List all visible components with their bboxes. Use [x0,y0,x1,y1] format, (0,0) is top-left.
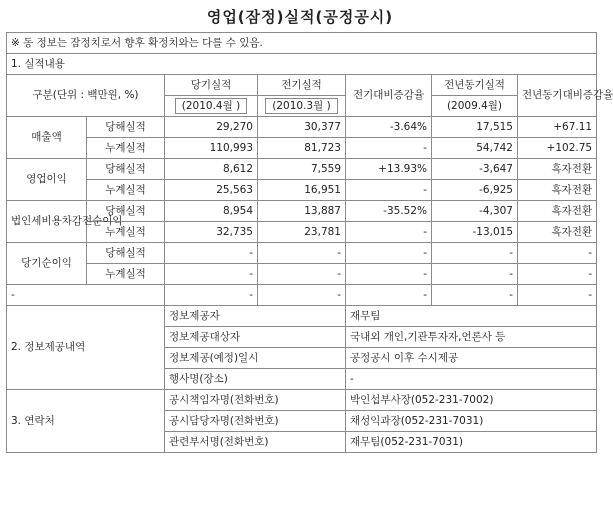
section2-label: 2. 정보제공내역 [7,306,165,390]
cell-current: - [165,285,258,306]
header-yoy-period: (2009.4월) [432,96,518,117]
header-current: 당기실적 [165,75,258,96]
cell-yoy-prior: -13,015 [432,222,518,243]
cell-yoy: 흑자전환 [518,159,597,180]
table-row [7,201,597,222]
cell-yoy-prior: -6,925 [432,180,518,201]
table-row [7,306,597,327]
cell-yoy-prior: - [432,264,518,285]
header-yoy: 전년동기대비증감율 [518,75,597,117]
cell-qoq: - [346,222,432,243]
row-group-label: 당기순이익 [7,243,87,285]
cell-qoq: - [346,243,432,264]
info-field-label: 공시책임자명(전화번호) [165,390,346,411]
header-qoq: 전기대비증감율 [346,75,432,117]
cell-yoy-prior: -4,307 [432,201,518,222]
section3-label: 3. 연락처 [7,390,165,453]
info-field-label: 정보제공자 [165,306,346,327]
cell-current: 32,735 [165,222,258,243]
cell-prior: - [258,243,346,264]
cell-prior: - [258,264,346,285]
info-field-label: 관련부서명(전화번호) [165,432,346,453]
cell-yoy-prior: 54,742 [432,138,518,159]
table-row [7,390,597,411]
row-sub-label: 누계실적 [87,138,165,159]
info-field-value: 재무팀 [346,306,597,327]
row-sub-label: 당해실적 [87,243,165,264]
row-group-label: - [7,285,165,306]
cell-yoy-prior: -3,647 [432,159,518,180]
performance-table [6,32,613,453]
cell-prior: - [258,285,346,306]
cell-yoy: - [518,264,597,285]
info-field-label: 공시담당자명(전화번호) [165,411,346,432]
cell-yoy: 흑자전환 [518,222,597,243]
cell-qoq: - [346,138,432,159]
row-group-label: 영업이익 [7,159,87,201]
row-sub-label: 누계실적 [87,264,165,285]
cell-yoy: - [518,285,597,306]
info-field-value: 국내외 개인,기관투자자,언론사 등 [346,327,597,348]
info-field-label: 정보제공(예정)일시 [165,348,346,369]
cell-current: 29,270 [165,117,258,138]
info-field-value: 공정공시 이후 수시제공 [346,348,597,369]
row-sub-label: 당해실적 [87,201,165,222]
notice-text: ※ 동 정보는 잠정치로서 향후 확정치와는 다를 수 있음. [7,33,597,54]
info-field-value: 박인섭부사장(052-231-7002) [346,390,597,411]
cell-prior: 23,781 [258,222,346,243]
page-title: 영업(잠정)실적(공정공시) [206,8,394,26]
table-row [7,117,597,138]
row-sub-label: 누계실적 [87,222,165,243]
info-field-value: 재무팀(052-231-7031) [346,432,597,453]
cell-prior: 16,951 [258,180,346,201]
cell-qoq: -35.52% [346,201,432,222]
cell-yoy: 흑자전환 [518,180,597,201]
cell-current: 8,612 [165,159,258,180]
cell-qoq: -3.64% [346,117,432,138]
row-group-label: 법인세비용차감전순이익 [7,201,87,243]
table-row [7,138,597,159]
cell-prior: 13,887 [258,201,346,222]
cell-current: 110,993 [165,138,258,159]
cell-prior: 30,377 [258,117,346,138]
table-row [7,264,597,285]
cell-current: 25,563 [165,180,258,201]
row-sub-label: 당해실적 [87,159,165,180]
row-sub-label: 누계실적 [87,180,165,201]
header-category: 구분(단위 : 백만원, %) [7,75,165,117]
cell-yoy: +102.75 [518,138,597,159]
cell-prior: 81,723 [258,138,346,159]
header-prior: 전기실적 [258,75,346,96]
cell-prior: 7,559 [258,159,346,180]
cell-yoy: +67.11 [518,117,597,138]
info-field-label: 행사명(장소) [165,369,346,390]
cell-current: 8,954 [165,201,258,222]
info-field-label: 정보제공대상자 [165,327,346,348]
cell-current: - [165,243,258,264]
cell-qoq: - [346,285,432,306]
table-row [7,180,597,201]
cell-yoy: 흑자전환 [518,201,597,222]
header-yoy-prior: 전년동기실적 [432,75,518,96]
row-sub-label: 당해실적 [87,117,165,138]
info-field-value: - [346,369,597,390]
header-current-period: (2010.4월 ) [165,96,258,117]
table-row [7,285,597,306]
cell-qoq: - [346,264,432,285]
header-prior-period: (2010.3월 ) [258,96,346,117]
cell-qoq: +13.93% [346,159,432,180]
cell-yoy-prior: 17,515 [432,117,518,138]
cell-qoq: - [346,180,432,201]
table-row [7,243,597,264]
cell-current: - [165,264,258,285]
row-group-label: 매출액 [7,117,87,159]
cell-yoy: - [518,243,597,264]
info-field-value: 채성익과장(052-231-7031) [346,411,597,432]
table-row [7,159,597,180]
cell-yoy-prior: - [432,243,518,264]
section1-label: 1. 실적내용 [7,54,597,75]
cell-yoy-prior: - [432,285,518,306]
